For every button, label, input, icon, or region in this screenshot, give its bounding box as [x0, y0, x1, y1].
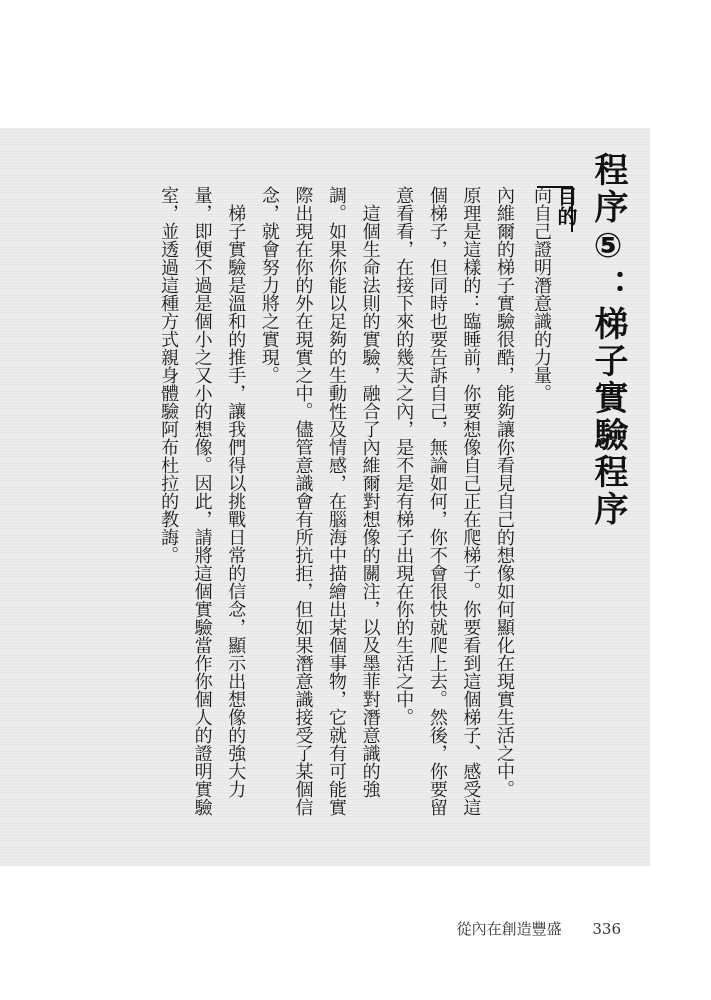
- chapter-title: 程序⑤：梯子實驗程序: [588, 152, 628, 528]
- text-line: 量，即便不過是個小之又小的想像。因此，請將這個實驗當作你個人的證明實驗: [191, 186, 213, 816]
- page-number: 336: [592, 920, 621, 938]
- text-line: 向自己證明潛意識的力量。: [531, 186, 552, 402]
- page-footer: [457, 918, 621, 939]
- text-line: 這個生命法則的實驗，融合了內維爾對想像的關注，以及墨菲對潛意識的強: [359, 204, 381, 798]
- text-line: 內維爾的梯子實驗很酷，能夠讓你看見自己的想像如何顯化在現實生活之中。: [494, 186, 515, 798]
- text-line: 念，就會努力將之實現。: [258, 186, 280, 384]
- text-line: 室，並透過這種方式親身體驗阿布杜拉的教誨。: [158, 186, 180, 564]
- text-line: 際出現在你的外在現實之中。儘管意識會有所抗拒，但如果潛意識接受了某個信: [292, 186, 314, 816]
- text-line: 原理是這樣的：臨睡前，你要想像自己正在爬梯子。你要看到這個梯子、感受這: [460, 186, 482, 816]
- body-text: [151, 186, 521, 816]
- text-line: 個梯子，但同時也要告訴自己，無論如何，你不會很快就爬上去。然後，你要留: [426, 186, 448, 816]
- text-line: 梯子實驗是溫和的推手，讓我們得以挑戰日常的信念，顯示出想像的強大力: [225, 204, 247, 798]
- running-title: 從內在創造豐盛: [456, 920, 562, 938]
- section-heading: 目的: [554, 186, 578, 226]
- body-paragraph: [525, 186, 558, 402]
- text-line: 意看看，在接下來的幾天之內，是不是有梯子出現在你的生活之中。: [393, 186, 415, 726]
- text-line: 調。如果你能以足夠的生動性及情感，在腦海中描繪出某個事物，它就有可能實: [326, 186, 348, 816]
